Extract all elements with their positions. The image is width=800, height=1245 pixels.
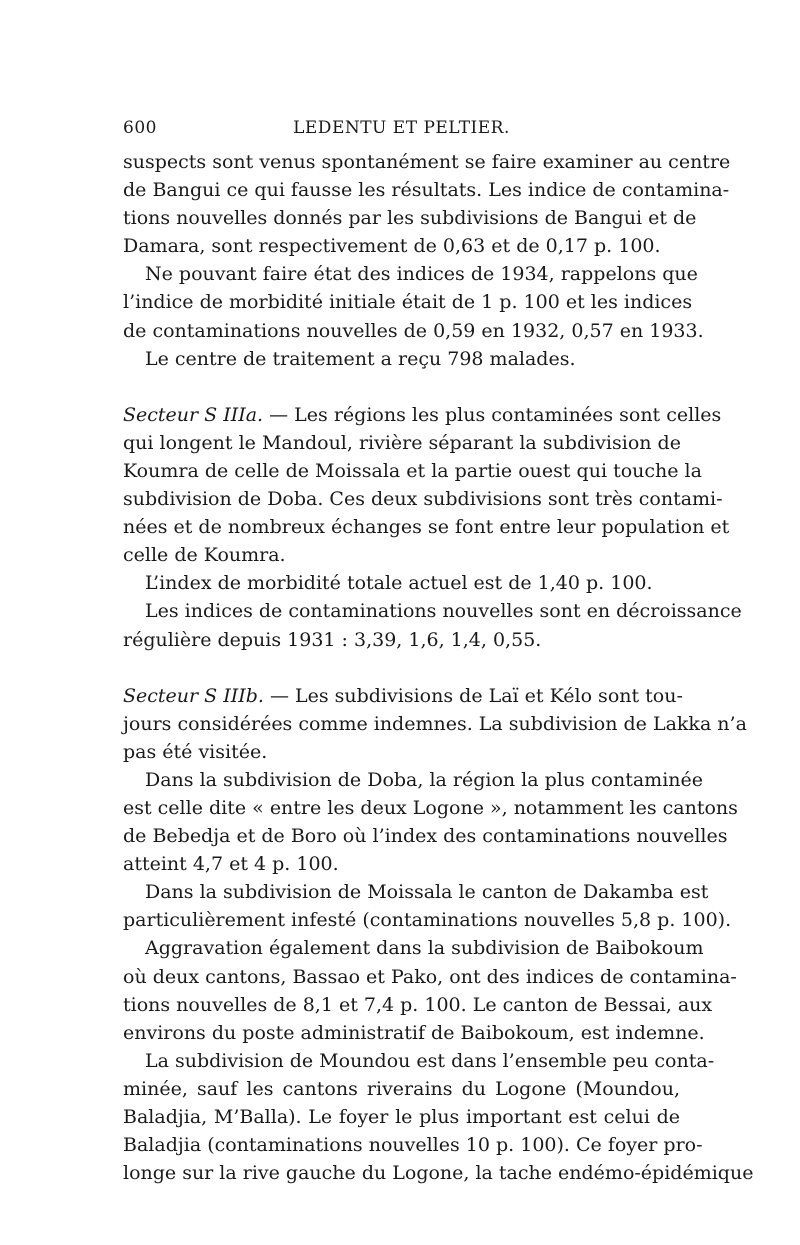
text-line — [123, 682, 683, 710]
paragraph — [123, 597, 742, 653]
body-text — [123, 148, 754, 1187]
text-line: particulièrement infesté (contaminations nouvelles 5,8 p. 100). — [123, 909, 732, 932]
paragraph — [123, 878, 732, 934]
text-line: tions nouvelles de 8,1 et 7,4 p. 100. Le canton de Bessai, aux — [123, 993, 713, 1016]
text-line: de contaminations nouvelles de 0,59 en 1932, 0,57 en 1933. — [123, 319, 704, 342]
text-line: nées et de nombreux échanges se font entre leur population et — [123, 516, 730, 539]
section-gap — [123, 654, 680, 682]
text-line: l’indice de morbidité initiale était de 1 p. 100 et les indices — [123, 291, 693, 314]
paragraph — [123, 766, 738, 878]
section-label: Secteur S IIIa. — [123, 403, 264, 426]
paragraph — [123, 345, 680, 373]
section-gap — [123, 373, 680, 401]
text-run: — Les subdivisions de Laï et Kélo sont tou- — [269, 684, 683, 707]
text-line: pas été visitée. — [123, 740, 268, 763]
text-line: longe sur la rive gauche du Logone, la tache endémo-épidémique — [123, 1162, 754, 1185]
text-line: est celle dite « entre les deux Logone », notamment les cantons — [123, 796, 738, 819]
running-head — [123, 118, 680, 148]
section-s3b — [123, 682, 747, 766]
text-line: minée, sauf les cantons riverains du Logone (Moundou, — [123, 1077, 680, 1100]
paragraph — [123, 260, 704, 344]
text-line: L’index de morbidité totale actuel est de 1,40 p. 100. — [145, 572, 653, 595]
text-line: suspects sont venus spontanément se faire examiner au centre — [123, 151, 731, 173]
text-line: régulière depuis 1931 : 3,39, 1,6, 1,4, 0,55. — [123, 628, 542, 651]
text-line: qui longent le Mandoul, rivière séparant la subdivision de — [123, 431, 681, 454]
section-label: Secteur S IIIb. — [123, 684, 264, 707]
page-number: 600 — [123, 118, 157, 138]
text-line: celle de Koumra. — [123, 544, 286, 567]
text-line: Le centre de traitement a reçu 798 malades. — [145, 347, 576, 370]
text-line: tions nouvelles donnés par les subdivisions de Bangui et de — [123, 207, 697, 230]
text-line: où deux cantons, Bassao et Pako, ont des indices de contamina- — [123, 965, 737, 988]
paragraph — [123, 569, 680, 597]
text-line: Baladjia, M’Balla). Le foyer le plus important est celui de — [123, 1106, 680, 1128]
text-line: Les indices de contaminations nouvelles sont en décroissance — [145, 600, 742, 623]
text-line: Dans la subdivision de Moissala le canton de Dakamba est — [145, 881, 709, 904]
text-line: Aggravation également dans la subdivision de Baibokoum — [145, 937, 704, 960]
running-title: LEDENTU ET PELTIER. — [293, 118, 510, 138]
text-line: Koumra de celle de Moissala et la partie ouest qui touche la — [123, 459, 702, 482]
book-page — [123, 118, 754, 1187]
text-line: atteint 4,7 et 4 p. 100. — [123, 853, 339, 876]
paragraph — [123, 1047, 754, 1187]
text-line: Baladjia (contaminations nouvelles 10 p. 100). Ce foyer pro- — [123, 1134, 703, 1157]
paragraph — [123, 148, 731, 260]
text-line: La subdivision de Moundou est dans l’ensemble peu conta- — [145, 1049, 715, 1072]
text-line: jours considérées comme indemnes. La subdivision de Lakka n’a — [123, 712, 747, 735]
text-line — [123, 401, 722, 429]
text-run: — Les régions les plus contaminées sont celles — [269, 403, 722, 426]
section-s3a — [123, 401, 730, 570]
text-line: Dans la subdivision de Doba, la région la plus contaminée — [145, 768, 703, 791]
text-line: Damara, sont respectivement de 0,63 et de 0,17 p. 100. — [123, 235, 661, 258]
text-line: subdivision de Doba. Ces deux subdivisions sont très contami- — [123, 488, 723, 511]
text-line: environs du poste administratif de Baibokoum, est indemne. — [123, 1021, 705, 1044]
text-line: de Bangui ce qui fausse les résultats. Les indice de contamina- — [123, 179, 730, 202]
text-line: Ne pouvant faire état des indices de 1934, rappelons que — [145, 263, 698, 286]
text-line: de Bebedja et de Boro où l’index des contaminations nouvelles — [123, 825, 728, 848]
paragraph — [123, 934, 737, 1046]
